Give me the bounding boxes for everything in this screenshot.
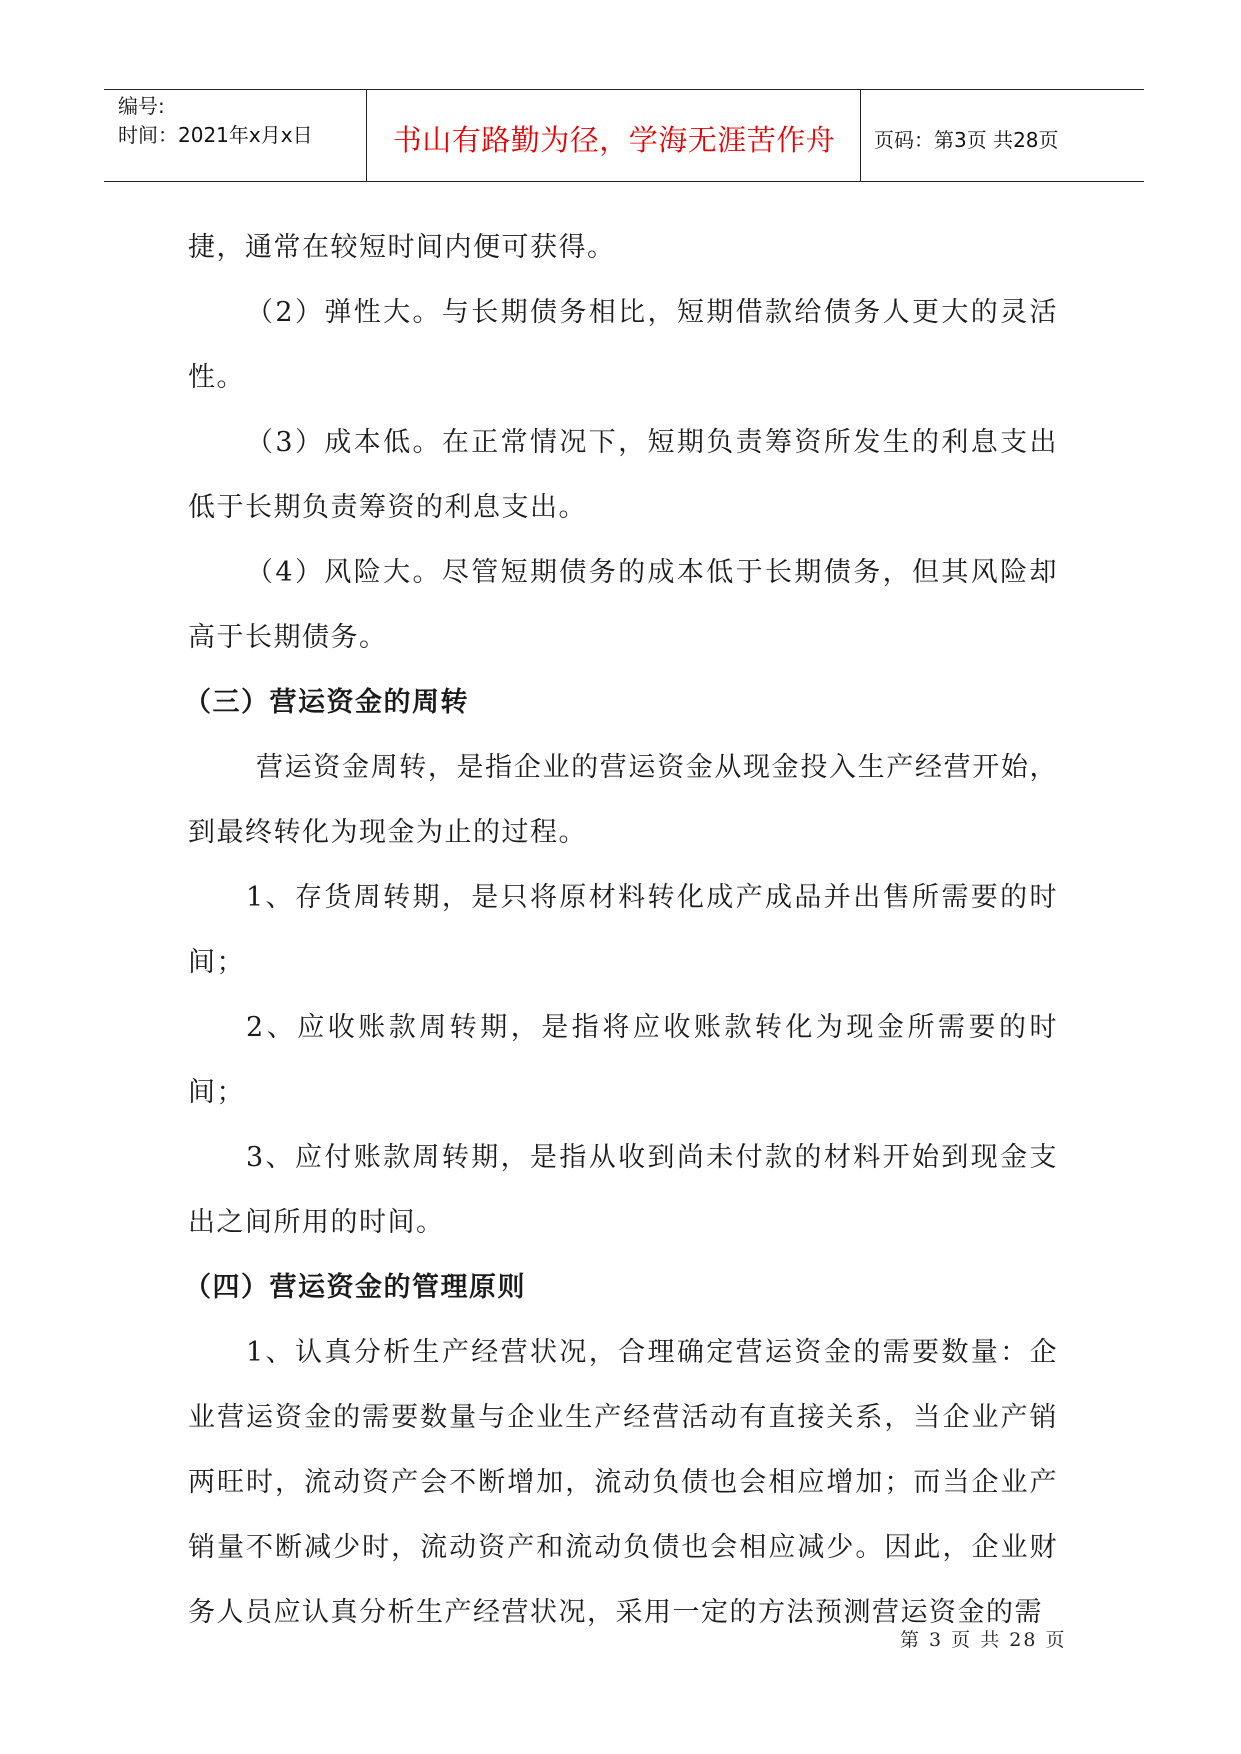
- header-page-info: 页码：第3页 共28页: [874, 128, 1059, 152]
- paragraph: （3）成本低。在正常情况下，短期负责筹资所发生的利息支出低于长期负责筹资的利息支出。: [188, 427, 1058, 523]
- document-number-label: 编号:: [118, 94, 165, 118]
- paragraph: （4）风险大。尽管短期债务的成本低于长期债务，但其风险却高于长期债务。: [188, 557, 1058, 653]
- paragraph: 1、存货周转期，是只将原材料转化成产成品并出售所需要的时间；: [188, 882, 1058, 978]
- header-meta: [118, 92, 368, 150]
- document-time-label: 时间：2021年x月x日: [118, 123, 313, 147]
- document-body: [184, 215, 1058, 1645]
- paragraph: 2、应收账款周转期，是指将应收账款转化为现金所需要的时间；: [188, 1012, 1058, 1108]
- header-divider: [366, 90, 367, 181]
- header-motto: 书山有路勤为径，学海无涯苦作舟: [392, 123, 836, 157]
- page-header: [104, 89, 1144, 182]
- paragraph: 营运资金周转，是指企业的营运资金从现金投入生产经营开始，到最终转化为现金为止的过程。: [188, 752, 1058, 848]
- paragraph: 3、应付账款周转期，是指从收到尚未付款的材料开始到现金支出之间所用的时间。: [188, 1142, 1058, 1238]
- paragraph: （2）弹性大。与长期债务相比，短期借款给债务人更大的灵活性。: [188, 297, 1058, 393]
- paragraph: 1、认真分析生产经营状况，合理确定营运资金的需要数量：企业营运资金的需要数量与企业生产经营活动有直接关系，当企业产销两旺时，流动资产会不断增加，流动负债也会相应增加；而当企业产销量不断减少时，流动资产和流动负债也会相应减少。因此，企业财务人员应认真分析生产经营状况，采用一定的方法预测营运资金的需: [188, 1337, 1058, 1628]
- paragraph: 捷，通常在较短时间内便可获得。: [188, 232, 616, 263]
- header-divider: [860, 90, 861, 181]
- section-heading: （四）营运资金的管理原则: [184, 1272, 526, 1303]
- section-heading: （三）营运资金的周转: [184, 687, 469, 718]
- page-footer: 第 3 页 共 28 页: [900, 1629, 1067, 1651]
